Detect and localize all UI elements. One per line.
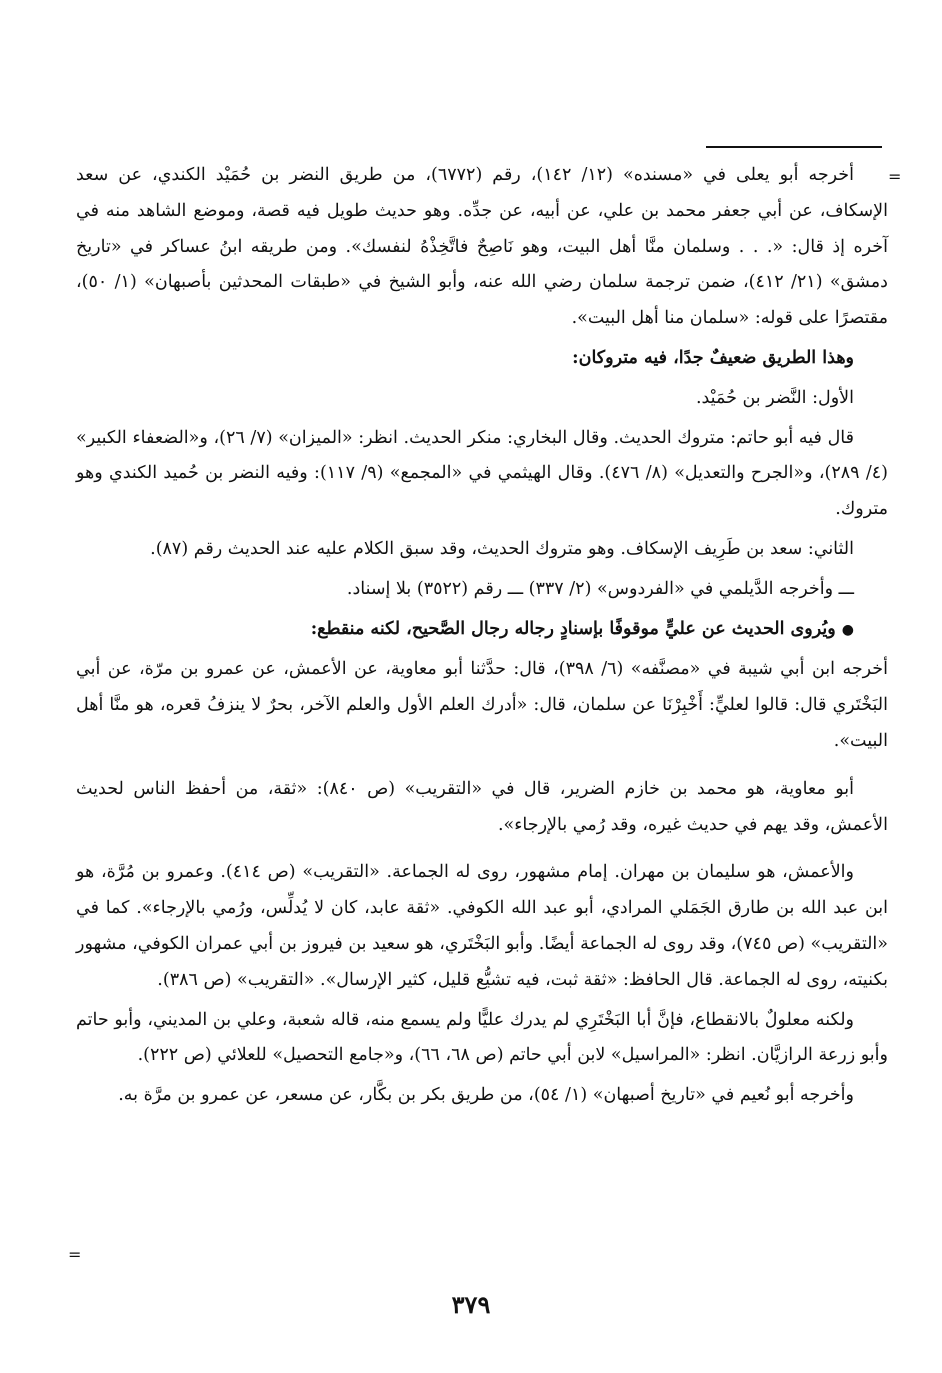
- paragraph-malul: ولكنه معلولٌ بالانقطاع، فإنَّ أبا البَخْتَرِي لم يدرك عليًّا ولم يسمع منه، قاله شعبة، وعلي بن المديني، وأبو حاتم وأبو زرعة الرازيَّان. انظر: «المراسيل» لابن أبي حاتم (ص ٦٨، ٦٦)، و«جامع التحصيل» للعلائي (ص ٢٢٢).: [76, 1009, 888, 1066]
- end-continuation-mark: =: [68, 1245, 82, 1264]
- paragraph-first-narrator: الأول: النَّضر بن حُمَيْد.: [695, 387, 854, 408]
- footnote-separator-rule: [706, 146, 882, 148]
- page-number: ٣٧٩: [451, 1290, 491, 1319]
- paragraph-ibn-abi-shaybah: أخرجه ابن أبي شيبة في «مصنَّفه» (٦/ ٣٩٨)، قال: حدَّثنا أبو معاوية، عن الأعمش، عن عمرو بن مرّة، عن أبي البَخْتَري قال: قالوا لعليٍّ: أَخْبِرْنَا عن سلمان، قال: «أدرك العلم الأول والعلم الآخر، بحرٌ لا ينزفُ قعره، هو منَّا أهل البيت».: [76, 659, 888, 751]
- paragraph-mawquf: [76, 612, 888, 649]
- paragraph-abu-yala: أخرجه أبو يعلى في «مسنده» (١٢/ ١٤٢)، رقم (٦٧٧٢)، من طريق النضر بن حُمَيْد الكندي، عن سعد الإسكاف، عن أبي جعفر محمد بن علي، عن أبيه، عن جدِّه. وهو حديث طويل فيه قصة، وموضع الشاهد منه في آخره إذ قال: «. . . وسلمان منَّا أهل البيت، وهو نَاصِحٌ فاتَّخِذْهُ لنفسك». ومن طريقه ابنُ عساكر في «تاريخ دمشق» (٢١/ ٤١٢)، ضمن ترجمة سلمان رضي الله عنه، وأبو الشيخ في «طبقات المحدثين بأصبهان» (١/ ٥٠)، مقتصرًا على قوله: «سلمان منا أهل البيت».: [76, 165, 888, 329]
- paragraph-abu-nuaym: وأخرجه أبو نُعيم في «تاريخ أصبهان» (١/ ٥٤)، من طريق بكر بن بكَّار، عن مسعر، عن عمرو بن مرَّة به.: [118, 1085, 854, 1106]
- paragraph-amash: والأعمش، هو سليمان بن مهران. إمام مشهور، روى له الجماعة. «التقريب» (ص ٤١٤). وعمرو بن مُرَّة، هو ابن عبد الله بن طارق الجَمَلي المرادي، أبو عبد الله الكوفي. «ثقة عابد، كان لا يُدلِّس، ورُمي بالإرجاء». كما في «التقريب» (ص ٧٤٥)، وقد روى له الجماعة أيضًا. وأبو البَخْتَري، هو سعيد بن فيروز بن أبي عمران الكوفي، مشهور بكنيته، روى له الجماعة. قال الحافظ: «ثقة ثبت، فيه تشيُّع قليل، كثير الإرسال». «التقريب» (ص ٣٨٦).: [76, 862, 889, 990]
- continuation-mark: =: [888, 167, 902, 186]
- footnote-body: [76, 158, 888, 1118]
- paragraph-daylami: ـــ وأخرجه الدَّيلمي في «الفردوس» (٢/ ٣٣٧) ـــ رقم (٣٥٢٢) بلا إسناد.: [346, 578, 854, 599]
- paragraph-abu-hatim: قال فيه أبو حاتم: متروك الحديث. وقال البخاري: منكر الحديث. انظر: «الميزان» (٧/ ٢٦)، و«الضعفاء الكبير» (٤/ ٢٨٩)، و«الجرح والتعديل» (٨/ ٤٧٦). وقال الهيثمي في «المجمع» (٩/ ١١٧): وفيه النضر بن حُميد الكندي وهو متروك.: [76, 427, 888, 520]
- paragraph-mawquf-text: ويُروى الحديث عن عليٍّ موقوفًا بإسنادٍ رجاله رجال الصَّحيح، لكنه منقطع:: [310, 618, 836, 639]
- paragraph-weak-chain: وهذا الطريق ضعيفٌ جدًا، فيه متروكان:: [572, 347, 854, 368]
- bullet-icon: ●: [841, 621, 854, 638]
- paragraph-abu-muawiyah: أبو معاوية، هو محمد بن خازم الضرير، قال في «التقريب» (ص ٨٤٠): «ثقة، من أحفظ الناس لحديث الأعمش، وقد يهم في حديث غيره، وقد رُمي بالإرجاء».: [76, 778, 888, 835]
- paragraph-second-narrator: الثاني: سعد بن طَرِيف الإسكاف. وهو متروك الحديث، وقد سبق الكلام عليه عند الحديث رقم (٨٧).: [150, 538, 854, 559]
